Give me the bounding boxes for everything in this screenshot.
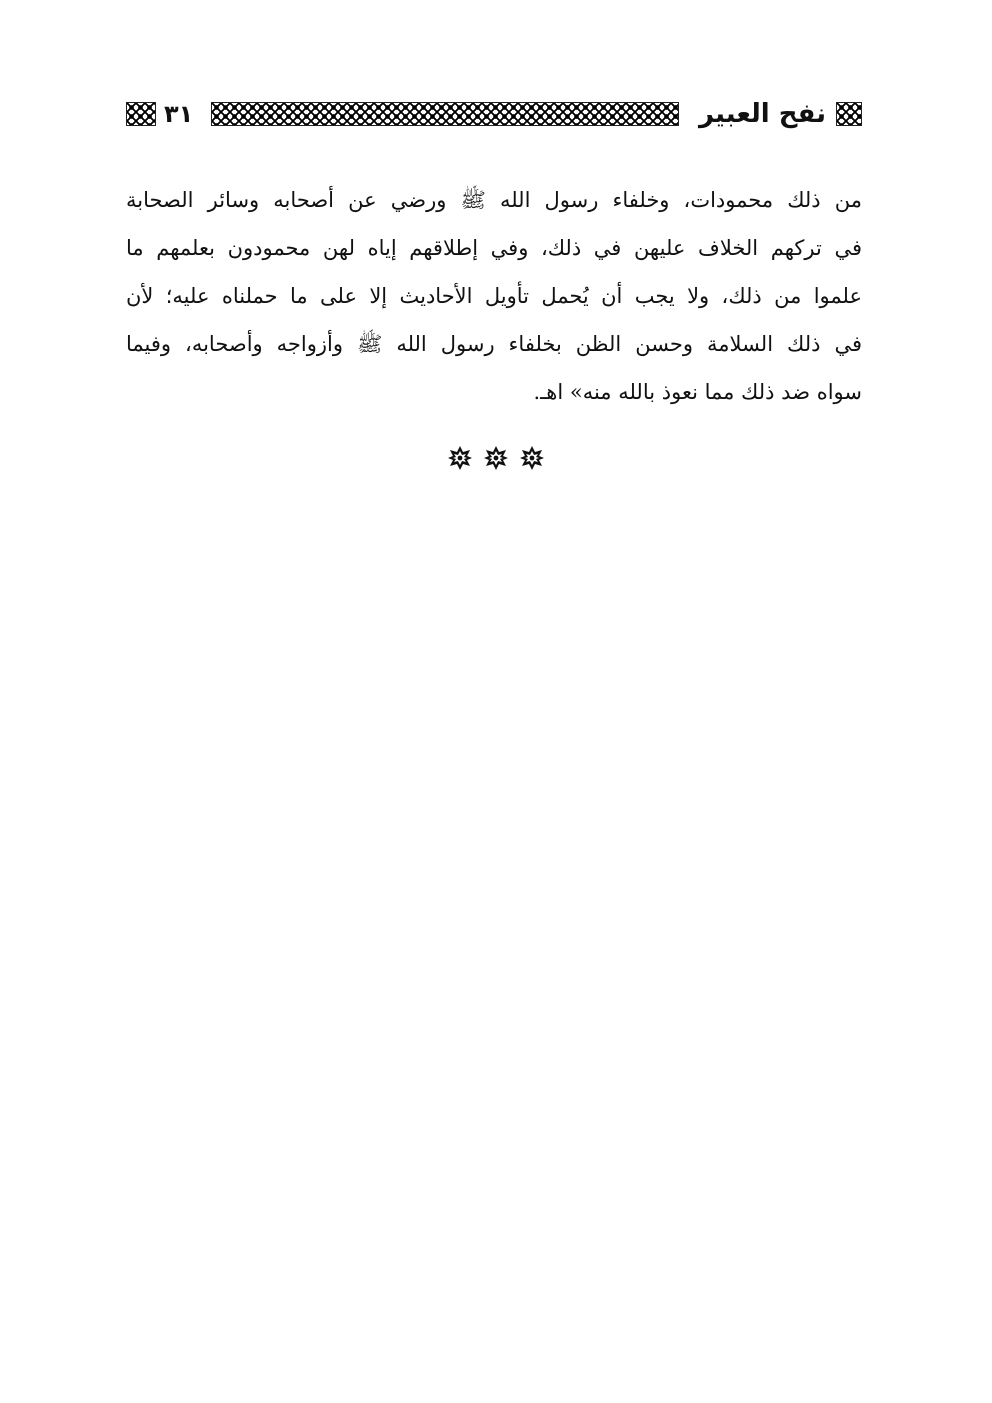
text-line: في ذلك السلامة وحسن الظن بخلفاء رسول الله ﷺ وأزواجه وأصحابه، وفيما xyxy=(126,332,862,356)
star-ornament-icon xyxy=(519,445,545,471)
header-ornament-right xyxy=(836,102,862,126)
text-line: سواه ضد ذلك مما نعوذ بالله منه» اهـ. xyxy=(533,380,862,404)
header-ornament-band xyxy=(211,102,679,126)
text-line: في تركهم الخلاف عليهن في ذلك، وفي إطلاقهم إياه لهن محمودون بعلمهم ما xyxy=(126,236,862,260)
star-ornament-icon xyxy=(483,445,509,471)
text-line: من ذلك محمودات، وخلفاء رسول الله ﷺ ورضي عن أصحابه وسائر الصحابة xyxy=(126,188,862,212)
text-line: علموا من ذلك، ولا يجب أن يُحمل تأويل الأحاديث إلا على ما حملناه عليه؛ لأن xyxy=(126,284,862,308)
body-paragraph xyxy=(126,176,862,416)
header-ornament-left xyxy=(126,102,156,126)
star-ornament-icon xyxy=(447,445,473,471)
section-divider xyxy=(0,442,992,474)
page-number: ٣١ xyxy=(164,100,194,128)
book-title: نفح العبير xyxy=(698,99,826,129)
page-header xyxy=(126,96,862,132)
